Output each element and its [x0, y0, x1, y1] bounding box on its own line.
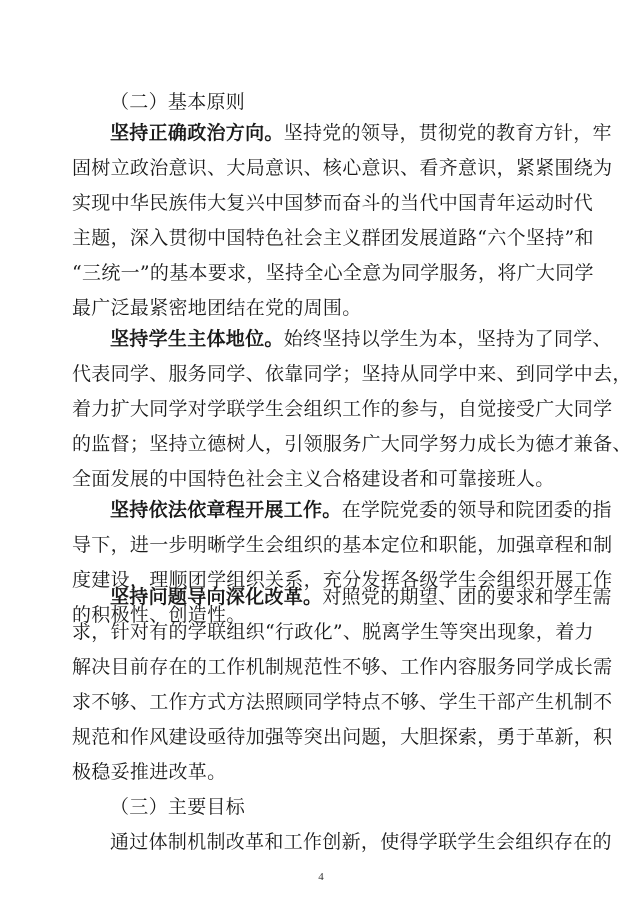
section-heading-principles: （二）基本原则 [110, 91, 246, 113]
paragraph-line: 着力扩大同学对学联学生会组织工作的参与，自觉接受广大同学 [72, 398, 613, 420]
paragraph-lead: 坚持依法依章程开展工作。 [110, 499, 342, 521]
paragraph-line: 的监督；坚持立德树人，引领服务广大同学努力成长为德才兼备、 [72, 433, 632, 455]
paragraph-lead: 坚持正确政治方向。 [110, 122, 284, 144]
paragraph-first-line: 坚持依法依章程开展工作。在学院党委的领导和院团委的指 [110, 499, 612, 521]
paragraph-line: 求，针对有的学联组织“行政化”、脱离学生等突出现象，着力 [72, 621, 594, 643]
paragraph-line: 导下，进一步明晰学生会组织的基本定位和职能，加强章程和制 [72, 534, 613, 556]
paragraph-line: 固树立政治意识、大局意识、核心意识、看齐意识，紧紧围绕为 [72, 157, 613, 179]
paragraph-line: 的积极性、创造性。 [72, 604, 246, 626]
paragraph-line: 全面发展的中国特色社会主义合格建设者和可靠接班人。 [72, 468, 555, 490]
paragraph-line: 实现中华民族伟大复兴中国梦而奋斗的当代中国青年运动时代 [72, 192, 594, 214]
paragraph-first-line: 坚持正确政治方向。坚持党的领导，贯彻党的教育方针，牢 [110, 122, 612, 144]
paragraph-first-line: 坚持学生主体地位。始终坚持以学生为本，坚持为了同学、 [110, 328, 612, 350]
paragraph-line: “三统一”的基本要求，坚持全心全意为同学服务，将广大同学 [72, 262, 594, 284]
paragraph-line: 度建设，理顺团学组织关系，充分发挥各级学生会组织开展工作 [72, 569, 613, 591]
page-number: 4 [318, 871, 324, 883]
paragraph-lead: 坚持学生主体地位。 [110, 328, 284, 350]
paragraph-lead: 坚持问题导向深化改革。 [110, 586, 323, 608]
paragraph-line: 代表同学、服务同学、依靠同学；坚持从同学中来、到同学中去， [72, 363, 632, 385]
section-heading-goals: （三）主要目标 [110, 796, 246, 818]
paragraph-line: 规范和作风建设亟待加强等突出问题，大胆探索，勇于革新，积 [72, 726, 613, 748]
paragraph-line: 解决目前存在的工作机制规范性不够、工作内容服务同学成长需 [72, 656, 613, 678]
paragraph-line: 最广泛最紧密地团结在党的周围。 [72, 297, 362, 319]
paragraph-line: 主题，深入贯彻中国特色社会主义群团发展道路“六个坚持”和 [72, 227, 594, 249]
paragraph-first-line: 坚持问题导向深化改革。对照党的期望、团的要求和学生需 [110, 586, 612, 608]
paragraph-line: 求不够、工作方式方法照顾同学特点不够、学生干部产生机制不 [72, 691, 613, 713]
paragraph-goals-first-line: 通过体制机制改革和工作创新，使得学联学生会组织存在的 [110, 831, 612, 853]
paragraph-line: 极稳妥推进改革。 [72, 761, 227, 783]
